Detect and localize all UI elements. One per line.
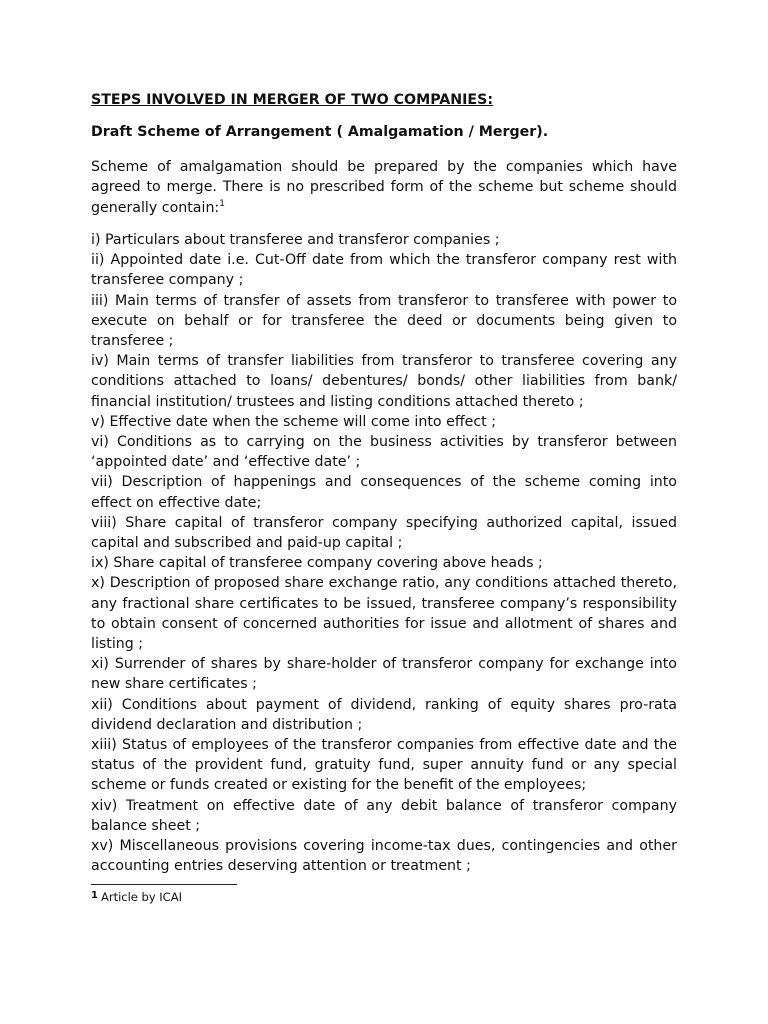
list-item: iv) Main terms of transfer liabilities from transferor to transferee covering any conditions attached to loans/ debentures/ bonds/ other liabilities from bank/ financial institution/ trustees and listing conditions attached thereto ; — [91, 353, 677, 410]
footnote — [91, 888, 182, 905]
footnote-text: Article by ICAI — [100, 890, 182, 904]
scheme-contents-list — [91, 230, 677, 877]
list-item: viii) Share capital of transferor company specifying authorized capital, issued capital and subscribed and paid-up capital ; — [91, 514, 677, 551]
footnote-reference[interactable]: 1 — [219, 198, 225, 209]
list-item: xi) Surrender of shares by share-holder of transferor company for exchange into new share certificates ; — [91, 656, 677, 693]
list-item: xv) Miscellaneous provisions covering income-tax dues, contingencies and other accounting entries deserving attention or treatment ; — [91, 837, 677, 875]
list-item: xiv) Treatment on effective date of any debit balance of transferor company balance sheet ; — [91, 797, 677, 834]
list-item: xii) Conditions about payment of dividend, ranking of equity shares pro-rata dividend declaration and distribution ; — [91, 696, 677, 733]
footnote-mark: 1 — [91, 890, 98, 901]
list-item: x) Description of proposed share exchange ratio, any conditions attached thereto, any fractional share certificates to be issued, transferee company’s responsibility to obtain consent of concerned authorities for issue and allotment of shares and listing ; — [91, 575, 677, 652]
footnote-separator — [91, 884, 237, 885]
intro-paragraph — [91, 157, 677, 218]
list-item: vii) Description of happenings and consequences of the scheme coming into effect on effective date; — [91, 474, 677, 511]
list-item: vi) Conditions as to carrying on the business activities by transferor between ‘appointed date’ and ‘effective date’ ; — [91, 433, 677, 471]
list-item: iii) Main terms of transfer of assets from transferor to transferee with power to execute on behalf or for transferee the deed or documents being given to transferee ; — [91, 292, 677, 349]
document-heading: STEPS INVOLVED IN MERGER OF TWO COMPANIES: — [91, 92, 494, 108]
list-item: ix) Share capital of transferee company covering above heads ; — [91, 555, 543, 572]
list-item: i) Particulars about transferee and transferor companies ; — [91, 231, 500, 248]
list-item: ii) Appointed date i.e. Cut-Off date from which the transferor company rest with transferee company ; — [91, 252, 677, 289]
section-subheading: Draft Scheme of Arrangement ( Amalgamation / Merger). — [91, 124, 549, 140]
list-item: v) Effective date when the scheme will come into effect ; — [91, 413, 496, 430]
list-item: xiii) Status of employees of the transferor companies from effective date and the status of the provident fund, gratuity fund, super annuity fund or any special scheme or funds created or existing for the benefit of the employees; — [91, 736, 677, 794]
intro-text: Scheme of amalgamation should be prepared by the companies which have agreed to merge. There is no prescribed form of the scheme but scheme should generally contain: — [91, 159, 677, 216]
document-body — [91, 90, 677, 876]
